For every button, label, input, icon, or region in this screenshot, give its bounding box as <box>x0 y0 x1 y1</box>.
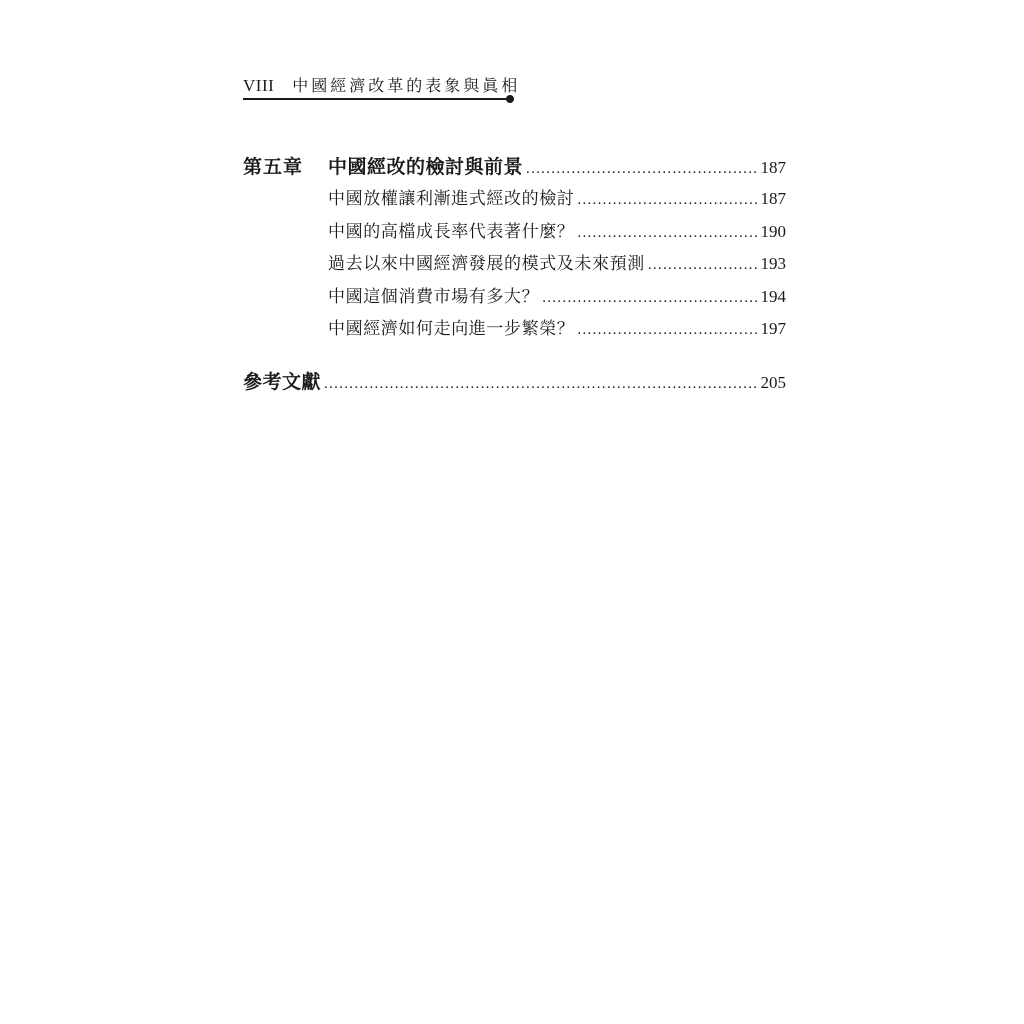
toc-section-entry[interactable] <box>243 183 786 216</box>
header-page-number: VIII <box>243 76 275 95</box>
toc-section-entry[interactable] <box>243 216 786 249</box>
chapter-page-number: 187 <box>760 158 786 177</box>
references-page-number: 205 <box>760 372 786 392</box>
section-page-number: 193 <box>760 254 786 273</box>
section-title: 中國這個消費市場有多大？ <box>328 286 540 307</box>
running-header <box>243 76 521 104</box>
table-of-contents <box>243 152 786 398</box>
header-rule <box>243 98 509 100</box>
section-title: 過去以來中國經濟發展的模式及未來預測 <box>328 254 645 274</box>
dot-leader <box>648 249 757 282</box>
references-title: 參考文獻 <box>243 370 322 393</box>
toc-section-entry[interactable] <box>243 313 786 346</box>
section-page-number: 194 <box>760 286 786 306</box>
running-header-text <box>243 76 520 96</box>
chapter-title: 中國經改的檢討與前景 <box>328 156 524 178</box>
header-book-title: 中國經濟改革的表象與眞相 <box>292 76 521 95</box>
toc-references-entry[interactable] <box>243 367 786 397</box>
section-title: 中國放權讓利漸進式經改的檢討 <box>328 189 575 209</box>
section-title: 中國的高檔成長率代表著什麼？ <box>328 221 575 242</box>
dot-leader <box>542 282 756 315</box>
dot-leader <box>526 154 756 184</box>
toc-section-entry[interactable] <box>243 248 786 281</box>
section-page-number: 197 <box>760 319 786 338</box>
section-page-number: 187 <box>760 189 786 208</box>
section-page-number: 190 <box>760 221 786 241</box>
chapter-number: 第五章 <box>243 156 304 178</box>
dot-leader <box>577 314 756 347</box>
section-title: 中國經濟如何走向進一步繁榮？ <box>328 319 575 339</box>
dot-leader <box>577 184 756 217</box>
header-rule-dot <box>506 95 514 103</box>
toc-section-entry[interactable] <box>243 281 786 314</box>
dot-leader <box>324 369 756 399</box>
dot-leader <box>577 217 756 250</box>
toc-chapter-entry[interactable] <box>243 152 786 182</box>
